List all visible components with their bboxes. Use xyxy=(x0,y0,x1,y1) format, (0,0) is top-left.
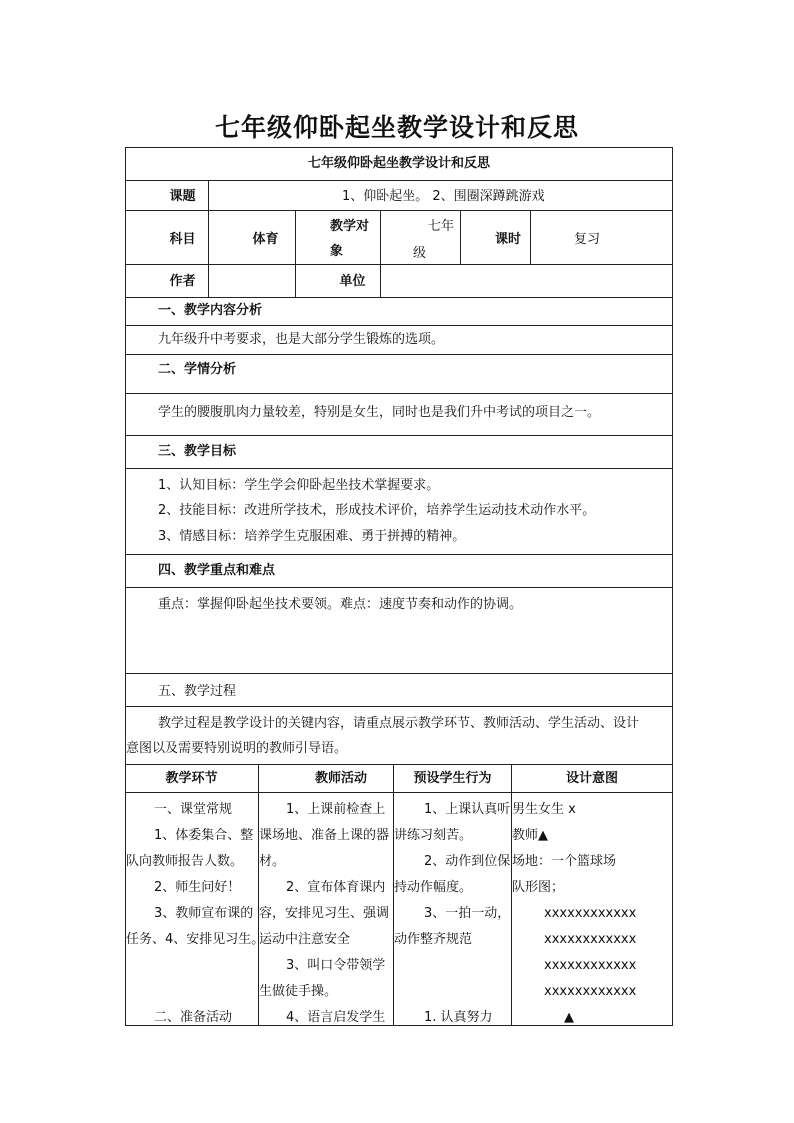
process-cell: 2、动作到位保 xyxy=(424,854,511,869)
process-cell: 1、体委集合、整 xyxy=(154,828,254,843)
subject-label: 科目 xyxy=(169,232,196,247)
section-text: 教学过程是教学设计的关键内容，请重点展示教学环节、教师活动、学生活动、设计 xyxy=(158,716,640,731)
period-value: 复习 xyxy=(573,232,600,247)
process-header: 设计意图 xyxy=(565,771,618,786)
row-divider xyxy=(125,792,673,793)
process-cell: 一、课堂常规 xyxy=(154,802,233,817)
process-cell: xxxxxxxxxxxx xyxy=(544,984,637,999)
subject-value: 体育 xyxy=(252,232,279,247)
period-label: 课时 xyxy=(494,232,521,247)
process-cell: 二、准备活动 xyxy=(154,1010,233,1025)
process-cell: xxxxxxxxxxxx xyxy=(544,958,637,973)
process-cell: 2、师生问好！ xyxy=(154,880,241,895)
process-cell: 1. 认真努力 xyxy=(424,1010,493,1025)
col-divider xyxy=(295,210,296,297)
process-cell: xxxxxxxxxxxx xyxy=(544,906,637,921)
process-cell: 材。 xyxy=(259,854,286,869)
row-divider xyxy=(125,706,673,707)
row-divider xyxy=(125,325,673,326)
row-divider xyxy=(125,393,673,394)
process-cell: 持动作幅度。 xyxy=(394,880,473,895)
author-label: 作者 xyxy=(169,274,196,289)
col-divider xyxy=(460,210,461,264)
process-cell: 教师▲ xyxy=(512,828,548,843)
process-cell: 课场地、准备上课的器 xyxy=(259,828,390,843)
row-divider xyxy=(125,764,673,765)
process-cell: 场地：一个篮球场 xyxy=(512,854,617,869)
section-heading: 二、学情分析 xyxy=(158,362,237,377)
process-header: 教师活动 xyxy=(314,771,367,786)
process-cell: 3、教师宣布课的 xyxy=(154,906,254,921)
section-heading: 一、教学内容分析 xyxy=(158,303,263,318)
process-cell: 动作整齐规范 xyxy=(394,932,473,947)
goal-item: 2、技能目标：改进所学技术，形成技术评价，培养学生运动技术动作水平。 xyxy=(158,503,596,518)
goal-item: 3、情感目标：培养学生克服困难、勇于拼搏的精神。 xyxy=(158,529,466,544)
process-cell: 1、上课认真听 xyxy=(424,802,511,817)
process-cell: 任务、4、安排见习生。 xyxy=(126,932,265,947)
topic-value: 1、仰卧起坐。 2、围圈深蹲跳游戏 xyxy=(342,189,545,204)
row-divider xyxy=(125,354,673,355)
goal-item: 1、认知目标：学生学会仰卧起坐技术掌握要求。 xyxy=(158,478,440,493)
process-cell: ▲ xyxy=(564,1010,574,1025)
topic-label: 课题 xyxy=(169,189,196,204)
process-header: 预设学生行为 xyxy=(413,771,492,786)
process-cell: 3、一拍一动， xyxy=(424,906,511,921)
process-cell: 队形图； xyxy=(512,880,565,895)
row-divider xyxy=(125,468,673,469)
process-cell: xxxxxxxxxxxx xyxy=(544,932,637,947)
process-header: 教学环节 xyxy=(165,771,218,786)
row-divider xyxy=(125,587,673,588)
row-divider xyxy=(125,554,673,555)
section-text: 学生的腰腹肌肉力量较差，特别是女生，同时也是我们升中考试的项目之一。 xyxy=(158,405,601,420)
process-cell: 4、语言启发学生 xyxy=(286,1010,386,1025)
row-divider xyxy=(125,673,673,674)
process-cell: 容，安排见习生、强调 xyxy=(259,906,390,921)
section-text: 九年级升中考要求，也是大部分学生锻炼的选项。 xyxy=(158,332,445,347)
document-title: 七年级仰卧起坐教学设计和反思 xyxy=(214,113,579,142)
row-divider xyxy=(125,435,673,436)
process-cell: 队向教师报告人数。 xyxy=(126,854,244,869)
process-cell: 2、宣布体育课内 xyxy=(286,880,386,895)
grade-line-2: 级 xyxy=(413,246,427,261)
target-label-line-1: 教学对 xyxy=(330,219,370,234)
section-text: 重点：掌握仰卧起坐技术要领。难点：速度节奏和动作的协调。 xyxy=(158,597,523,612)
section-heading: 五、教学过程 xyxy=(158,684,237,699)
process-cell: 讲练习刻苦。 xyxy=(394,828,473,843)
table-title: 七年级仰卧起坐教学设计和反思 xyxy=(307,156,490,171)
process-cell: 1、上课前检查上 xyxy=(286,802,386,817)
process-cell: 3、叫口令带领学 xyxy=(286,958,386,973)
target-label-line-2: 象 xyxy=(330,244,344,259)
row-divider xyxy=(125,297,673,298)
section-heading: 三、教学目标 xyxy=(158,444,237,459)
unit-label: 单位 xyxy=(339,274,366,289)
process-cell: 运动中注意安全 xyxy=(259,932,351,947)
process-cell: 生做徒手操。 xyxy=(259,984,338,999)
process-cell: 男生女生 x xyxy=(512,802,576,817)
section-text: 意图以及需要特别说明的教师引导语。 xyxy=(126,741,348,756)
grade-line-1: 七年 xyxy=(428,219,455,234)
section-heading: 四、教学重点和难点 xyxy=(158,563,276,578)
